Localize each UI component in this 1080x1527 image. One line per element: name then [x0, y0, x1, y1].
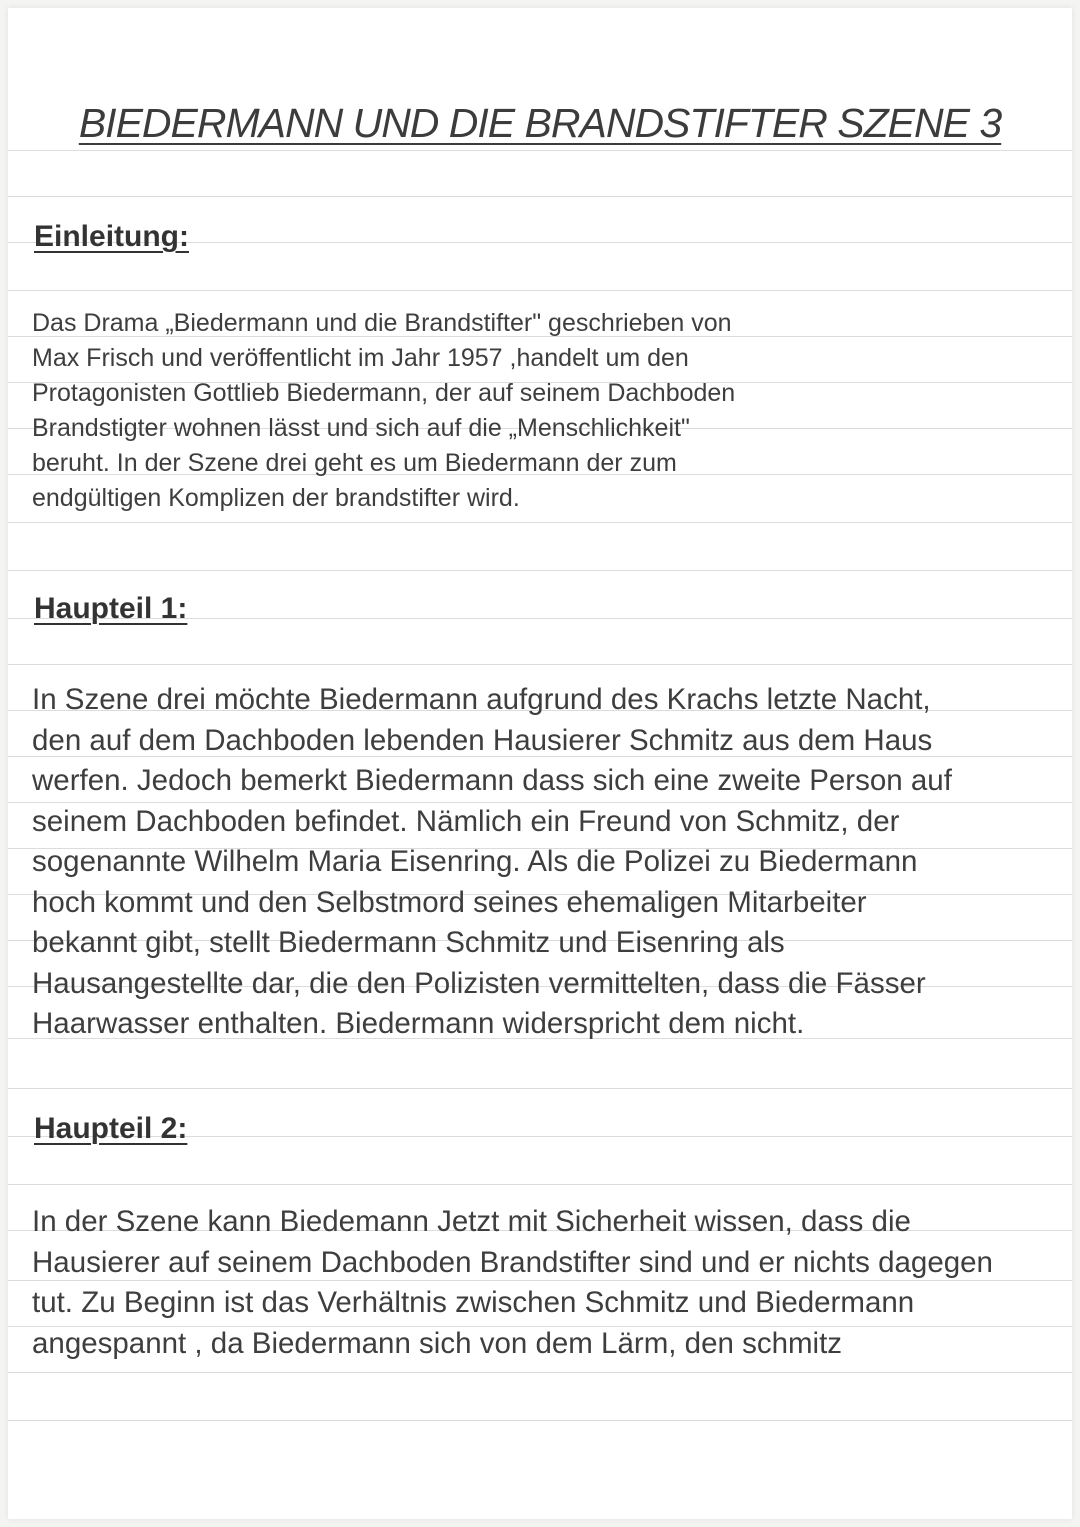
section-heading-haupteil-1: Haupteil 1: [34, 592, 188, 625]
text-line: In der Szene kann Biedemann Jetzt mit Sicherheit wissen, dass die [32, 1205, 911, 1238]
ruled-line [8, 570, 1072, 571]
section-text-haupteil-2 [32, 1202, 1067, 1364]
document-page [8, 8, 1072, 1519]
text-line: Max Frisch und veröffentlicht im Jahr 1957 ,handelt um den [32, 344, 689, 372]
text-line: Haarwasser enthalten. Biedermann widerspricht dem nicht. [32, 1007, 805, 1040]
ruled-line [8, 522, 1072, 523]
ruled-line [8, 290, 1072, 291]
text-line: Hausierer auf seinem Dachboden Brandstifter sind und er nichts dagegen [32, 1245, 993, 1279]
ruled-line [8, 664, 1072, 665]
text-line: Protagonisten Gottlieb Biedermann, der auf seinem Dachboden [32, 379, 736, 407]
text-line: angespannt , da Biedermann sich von dem Lärm, den schmitz [32, 1326, 843, 1360]
text-line: bekannt gibt, stellt Biedermann Schmitz und Eisenring als [32, 926, 785, 959]
ruled-line [8, 1420, 1072, 1421]
page-title: BIEDERMANN UND DIE BRANDSTIFTER SZENE 3 [78, 100, 1002, 146]
text-line: tut. Zu Beginn ist das Verhältnis zwischen Schmitz und Biedermann [32, 1286, 915, 1319]
text-line: endgültigen Komplizen der brandstifter wird. [32, 484, 520, 512]
text-line: Brandstigter wohnen lässt und sich auf die „Menschlichkeit" [32, 414, 690, 442]
text-line: hoch kommt und den Selbstmord seines ehemaligen Mitarbeiter [32, 885, 867, 919]
text-line: werfen. Jedoch bemerkt Biedermann dass sich eine zweite Person auf [32, 764, 952, 797]
text-line: seinem Dachboden befindet. Nämlich ein Freund von Schmitz, der [32, 804, 900, 838]
ruled-line [8, 1372, 1072, 1373]
section-text-haupteil-1 [32, 680, 1067, 1045]
ruled-line [8, 1184, 1072, 1185]
ruled-line [8, 196, 1072, 197]
section-heading-haupteil-2: Haupteil 2: [34, 1112, 188, 1145]
text-line: Das Drama „Biedermann und die Brandstifter" geschrieben von [32, 309, 732, 337]
section-text-einleitung [32, 306, 932, 516]
ruled-line [8, 150, 1072, 151]
text-line: den auf dem Dachboden lebenden Hausierer Schmitz aus dem Haus [32, 723, 933, 757]
text-line: In Szene drei möchte Biedermann aufgrund des Krachs letzte Nacht, [32, 683, 931, 716]
ruled-line [8, 1088, 1072, 1089]
section-heading-einleitung: Einleitung: [34, 220, 189, 253]
text-line: beruht. In der Szene drei geht es um Biedermann der zum [32, 449, 677, 477]
text-line: Hausangestellte dar, die den Polizisten vermittelten, dass die Fässer [32, 966, 926, 1000]
text-line: sogenannte Wilhelm Maria Eisenring. Als die Polizei zu Biedermann [32, 845, 918, 878]
